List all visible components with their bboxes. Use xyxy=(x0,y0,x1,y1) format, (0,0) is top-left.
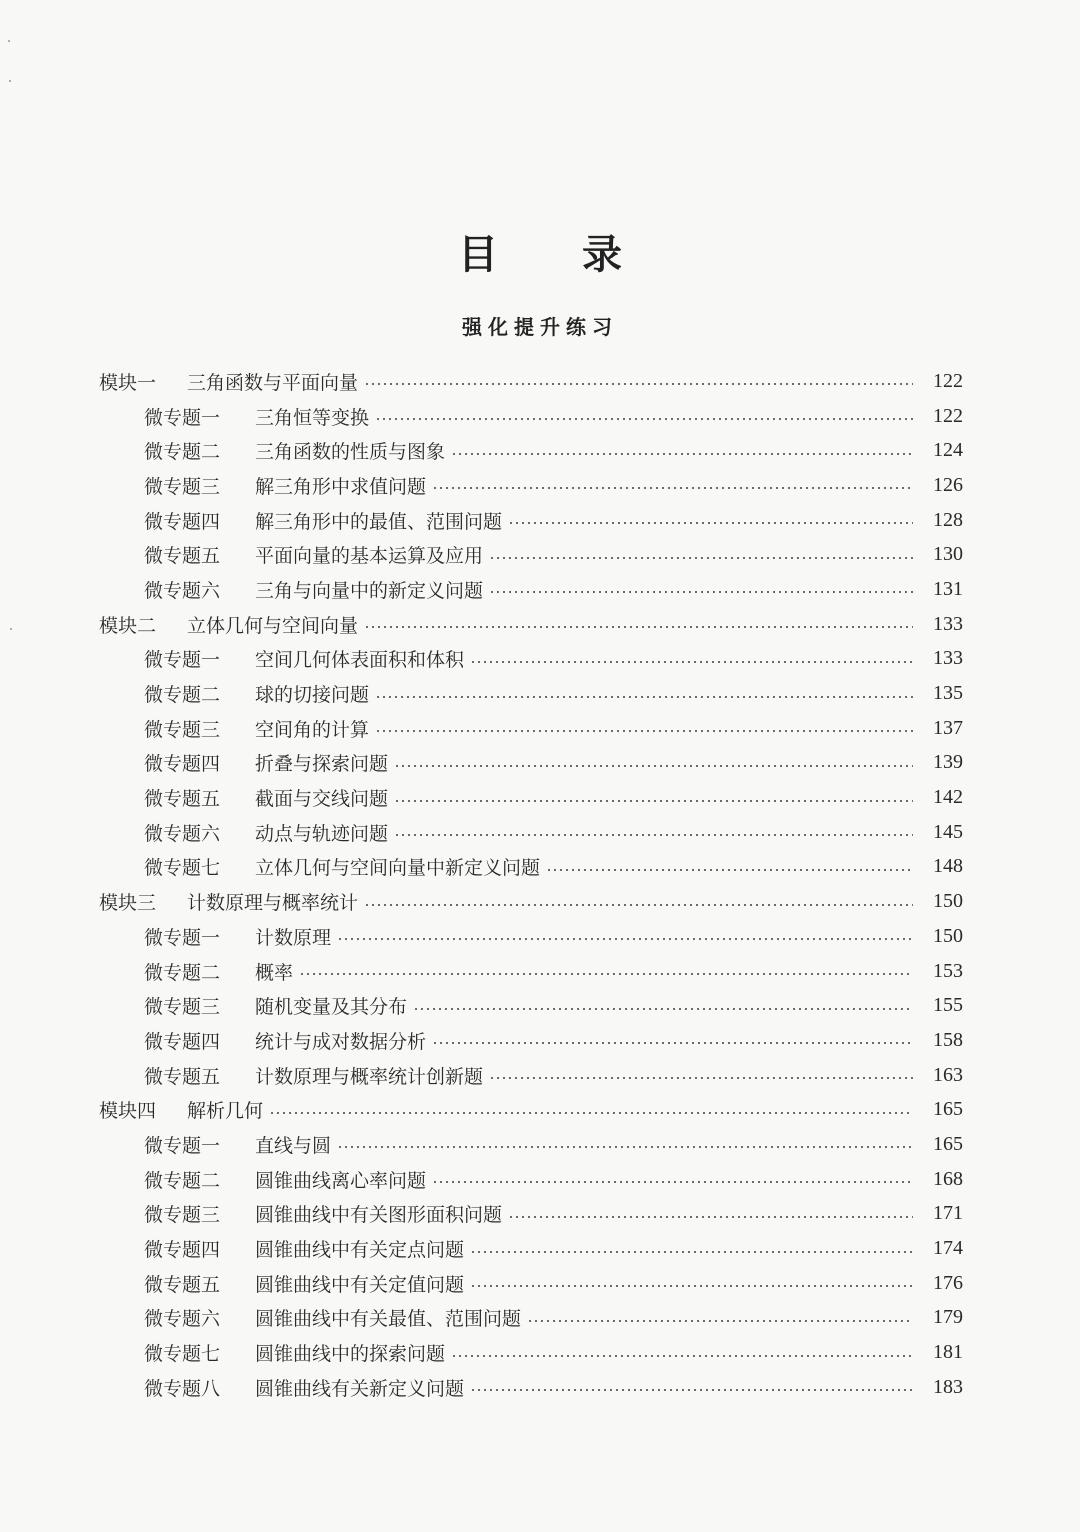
toc-page-number: 124 xyxy=(933,439,963,462)
toc-page-number: 133 xyxy=(933,612,963,635)
dot-leader xyxy=(375,696,913,698)
toc-subtopic-row xyxy=(0,642,1080,677)
dot-leader xyxy=(451,453,913,455)
toc-page-number: 142 xyxy=(933,786,963,809)
toc-subtopic-row xyxy=(0,815,1080,850)
toc-entry-title: 解三角形中求值问题 xyxy=(255,475,427,498)
toc-module-row xyxy=(0,364,1080,399)
toc-entry-title: 计数原理 xyxy=(255,926,332,949)
toc-entry-title: 直线与圆 xyxy=(255,1134,332,1157)
toc-subtopic-row xyxy=(0,433,1080,468)
dot-leader xyxy=(489,1077,913,1079)
dot-leader xyxy=(413,1008,913,1010)
toc-subtopic-row xyxy=(0,988,1080,1023)
toc-entry-title: 三角与向量中的新定义问题 xyxy=(255,579,484,602)
dot-leader xyxy=(508,1216,913,1218)
toc-entry-title: 空间角的计算 xyxy=(255,718,370,741)
toc-entry-prefix: 模块二 xyxy=(99,614,157,637)
toc-entry-title: 球的切接问题 xyxy=(255,684,370,707)
toc-page-number: 126 xyxy=(933,473,963,496)
toc-entry-prefix: 微专题三 xyxy=(144,1204,221,1227)
toc-entry-title: 圆锥曲线中的探索问题 xyxy=(255,1343,446,1366)
toc-subtopic-row xyxy=(0,676,1080,711)
toc-page-number: 174 xyxy=(933,1237,963,1260)
toc-page-number: 165 xyxy=(933,1132,963,1155)
toc-entry-title: 圆锥曲线有关新定义问题 xyxy=(255,1377,465,1400)
toc-entry-title: 三角恒等变换 xyxy=(255,406,370,429)
dot-leader xyxy=(546,869,913,871)
toc-page-number: 131 xyxy=(933,577,963,600)
toc-page-number: 176 xyxy=(933,1271,963,1294)
toc-module-row xyxy=(0,884,1080,919)
toc-entry-prefix: 微专题五 xyxy=(144,788,221,811)
toc-entry-title: 空间几何体表面积和体积 xyxy=(255,649,465,672)
scan-speck xyxy=(8,40,10,42)
toc-subtopic-row xyxy=(0,1335,1080,1370)
dot-leader xyxy=(364,904,913,906)
toc-subtopic-row xyxy=(0,399,1080,434)
toc-page-number: 139 xyxy=(933,751,963,774)
toc-entry-prefix: 微专题四 xyxy=(144,510,221,533)
toc-page-number: 155 xyxy=(933,994,963,1017)
dot-leader xyxy=(470,1389,913,1391)
toc-entry-prefix: 微专题三 xyxy=(144,996,221,1019)
dot-leader xyxy=(394,834,913,836)
toc-entry-prefix: 微专题三 xyxy=(144,475,221,498)
toc-subtopic-row xyxy=(0,1197,1080,1232)
toc-page-number: 128 xyxy=(933,508,963,531)
toc-entry-title: 立体几何与空间向量 xyxy=(187,614,359,637)
dot-leader xyxy=(489,557,913,559)
toc-page-number: 122 xyxy=(933,404,963,427)
toc-entry-title: 圆锥曲线中有关定点问题 xyxy=(255,1239,465,1262)
page-title: 目录 xyxy=(458,231,706,278)
table-of-contents xyxy=(0,364,1080,1405)
toc-module-row xyxy=(0,1092,1080,1127)
toc-subtopic-row xyxy=(0,1023,1080,1058)
toc-subtopic-row xyxy=(0,919,1080,954)
toc-subtopic-row xyxy=(0,780,1080,815)
toc-entry-prefix: 模块三 xyxy=(99,892,157,915)
toc-entry-prefix: 微专题七 xyxy=(144,1343,221,1366)
toc-entry-title: 立体几何与空间向量中新定义问题 xyxy=(255,857,541,880)
dot-leader xyxy=(489,591,913,593)
toc-page-number: 158 xyxy=(933,1028,963,1051)
toc-page-number: 145 xyxy=(933,820,963,843)
toc-entry-prefix: 微专题二 xyxy=(144,961,221,984)
toc-page-number: 150 xyxy=(933,924,963,947)
toc-entry-prefix: 微专题五 xyxy=(144,1065,221,1088)
section-title: 强化提升练习 xyxy=(462,314,618,339)
toc-entry-prefix: 微专题二 xyxy=(144,1169,221,1192)
toc-entry-prefix: 微专题四 xyxy=(144,1239,221,1262)
toc-entry-title: 解析几何 xyxy=(187,1100,264,1123)
dot-leader xyxy=(394,800,913,802)
toc-subtopic-row xyxy=(0,1266,1080,1301)
dot-leader xyxy=(470,1251,913,1253)
toc-page-number: 153 xyxy=(933,959,963,982)
toc-entry-prefix: 微专题一 xyxy=(144,649,221,672)
toc-subtopic-row xyxy=(0,1127,1080,1162)
dot-leader xyxy=(337,1146,913,1148)
dot-leader xyxy=(508,522,913,524)
toc-entry-title: 计数原理与概率统计创新题 xyxy=(255,1065,484,1088)
toc-entry-prefix: 微专题六 xyxy=(144,1308,221,1331)
toc-subtopic-row xyxy=(0,746,1080,781)
toc-entry-prefix: 模块一 xyxy=(99,371,157,394)
toc-module-row xyxy=(0,607,1080,642)
dot-leader xyxy=(364,626,913,628)
toc-subtopic-row xyxy=(0,1231,1080,1266)
toc-entry-prefix: 微专题七 xyxy=(144,857,221,880)
scan-speck xyxy=(9,80,11,82)
toc-page-number: 130 xyxy=(933,543,963,566)
toc-entry-prefix: 微专题六 xyxy=(144,579,221,602)
toc-entry-prefix: 微专题四 xyxy=(144,753,221,776)
toc-entry-title: 平面向量的基本运算及应用 xyxy=(255,545,484,568)
toc-entry-title: 圆锥曲线离心率问题 xyxy=(255,1169,427,1192)
toc-entry-prefix: 微专题四 xyxy=(144,1030,221,1053)
toc-page-number: 181 xyxy=(933,1341,963,1364)
toc-entry-title: 统计与成对数据分析 xyxy=(255,1030,427,1053)
toc-subtopic-row xyxy=(0,1301,1080,1336)
toc-page-number: 165 xyxy=(933,1098,963,1121)
toc-page-number: 148 xyxy=(933,855,963,878)
dot-leader xyxy=(299,973,913,975)
toc-entry-prefix: 微专题五 xyxy=(144,545,221,568)
dot-leader xyxy=(527,1320,913,1322)
toc-entry-title: 圆锥曲线中有关图形面积问题 xyxy=(255,1204,503,1227)
toc-subtopic-row xyxy=(0,850,1080,885)
dot-leader xyxy=(432,1042,913,1044)
toc-subtopic-row xyxy=(0,954,1080,989)
toc-subtopic-row xyxy=(0,1058,1080,1093)
toc-page-number: 168 xyxy=(933,1167,963,1190)
toc-entry-prefix: 微专题一 xyxy=(144,926,221,949)
dot-leader xyxy=(337,938,913,940)
toc-entry-title: 折叠与探索问题 xyxy=(255,753,389,776)
toc-entry-title: 三角函数与平面向量 xyxy=(187,371,359,394)
toc-page-number: 122 xyxy=(933,369,963,392)
toc-page-number: 183 xyxy=(933,1375,963,1398)
toc-entry-prefix: 微专题一 xyxy=(144,406,221,429)
toc-subtopic-row xyxy=(0,1162,1080,1197)
toc-entry-prefix: 微专题二 xyxy=(144,684,221,707)
toc-entry-prefix: 微专题五 xyxy=(144,1273,221,1296)
toc-page-number: 179 xyxy=(933,1306,963,1329)
toc-subtopic-row xyxy=(0,537,1080,572)
toc-subtopic-row xyxy=(0,503,1080,538)
toc-subtopic-row xyxy=(0,468,1080,503)
toc-page-number: 135 xyxy=(933,682,963,705)
toc-page-number: 163 xyxy=(933,1063,963,1086)
dot-leader xyxy=(432,487,913,489)
toc-entry-prefix: 微专题六 xyxy=(144,822,221,845)
toc-entry-prefix: 微专题八 xyxy=(144,1377,221,1400)
toc-entry-title: 圆锥曲线中有关定值问题 xyxy=(255,1273,465,1296)
toc-subtopic-row xyxy=(0,1370,1080,1405)
toc-entry-title: 动点与轨迹问题 xyxy=(255,822,389,845)
toc-entry-title: 解三角形中的最值、范围问题 xyxy=(255,510,503,533)
toc-page-number: 133 xyxy=(933,647,963,670)
dot-leader xyxy=(470,1285,913,1287)
toc-subtopic-row xyxy=(0,572,1080,607)
toc-entry-title: 随机变量及其分布 xyxy=(255,996,408,1019)
dot-leader xyxy=(432,1181,913,1183)
dot-leader xyxy=(451,1355,913,1357)
toc-entry-title: 圆锥曲线中有关最值、范围问题 xyxy=(255,1308,522,1331)
toc-entry-prefix: 微专题一 xyxy=(144,1134,221,1157)
toc-entry-prefix: 微专题三 xyxy=(144,718,221,741)
toc-entry-prefix: 微专题二 xyxy=(144,441,221,464)
dot-leader xyxy=(394,765,913,767)
dot-leader xyxy=(364,383,913,385)
dot-leader xyxy=(375,730,913,732)
toc-page-number: 150 xyxy=(933,890,963,913)
toc-entry-prefix: 模块四 xyxy=(99,1100,157,1123)
dot-leader xyxy=(269,1112,913,1114)
toc-subtopic-row xyxy=(0,711,1080,746)
dot-leader xyxy=(470,661,913,663)
toc-entry-title: 概率 xyxy=(255,961,294,984)
toc-entry-title: 计数原理与概率统计 xyxy=(187,892,359,915)
toc-entry-title: 三角函数的性质与图象 xyxy=(255,441,446,464)
toc-page-number: 171 xyxy=(933,1202,963,1225)
dot-leader xyxy=(375,418,913,420)
toc-entry-title: 截面与交线问题 xyxy=(255,788,389,811)
toc-page-number: 137 xyxy=(933,716,963,739)
